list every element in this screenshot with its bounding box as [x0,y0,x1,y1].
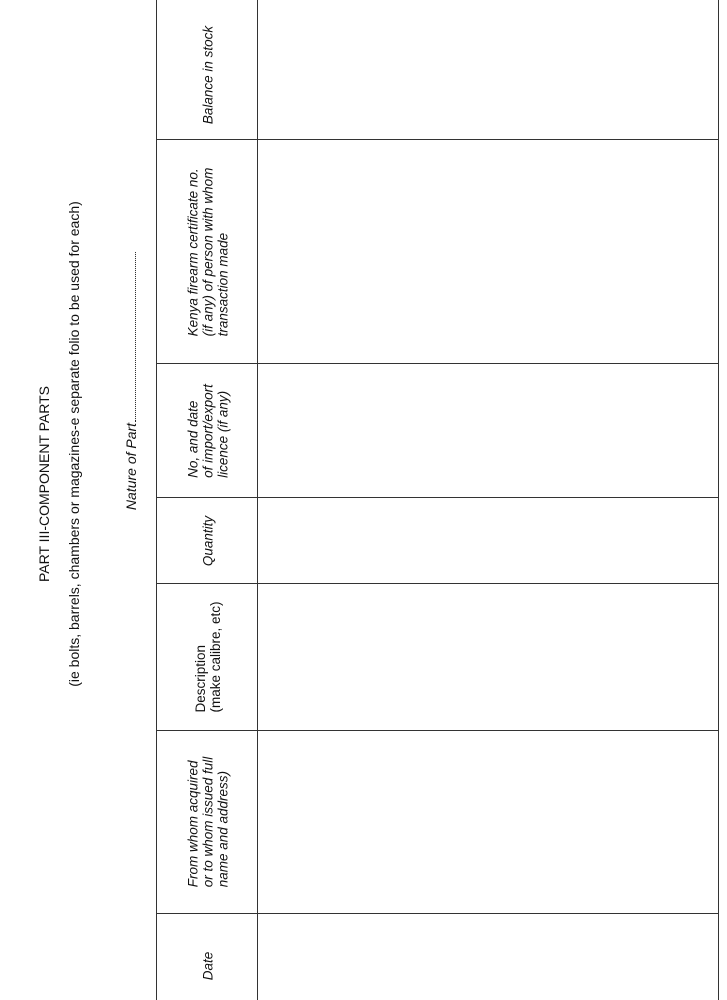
entry-certificate-no[interactable] [258,140,718,363]
header-balance-in-stock [157,0,258,139]
header-description [157,584,258,730]
entry-description[interactable] [258,584,718,730]
header-label: Description (make calibre, etc) [192,601,223,713]
page-subtitle: (ie bolts, barrels, chambers or magazines-e separate folio to be used for each) [66,201,82,687]
entry-balance-in-stock[interactable] [258,0,718,139]
header-quantity [157,498,258,583]
entry-quantity[interactable] [258,498,718,583]
header-label: Balance in stock [200,25,215,125]
header-import-licence [157,364,258,497]
header-date [157,914,258,1000]
entry-from-whom[interactable] [258,731,718,913]
entry-import-licence[interactable] [258,364,718,497]
header-label: Quantity [200,515,215,566]
entry-date[interactable] [258,914,718,1000]
header-label: No, and date of import/export licence (if any) [185,383,230,478]
page-title: PART III-COMPONENT PARTS [36,385,52,583]
nature-of-part-field [123,252,139,510]
header-label: From whom acquired or to whom issued full name and address) [185,756,230,888]
table-right-border [718,0,719,1000]
header-certificate-no [157,140,258,363]
nature-of-part-blank [125,252,136,422]
header-label: Date [200,952,215,981]
nature-of-part-label: Nature of Part [123,422,139,511]
header-from-whom [157,731,258,913]
header-label: Kenya firearm certificate no. (if any) of person with whom transaction made [185,167,230,336]
